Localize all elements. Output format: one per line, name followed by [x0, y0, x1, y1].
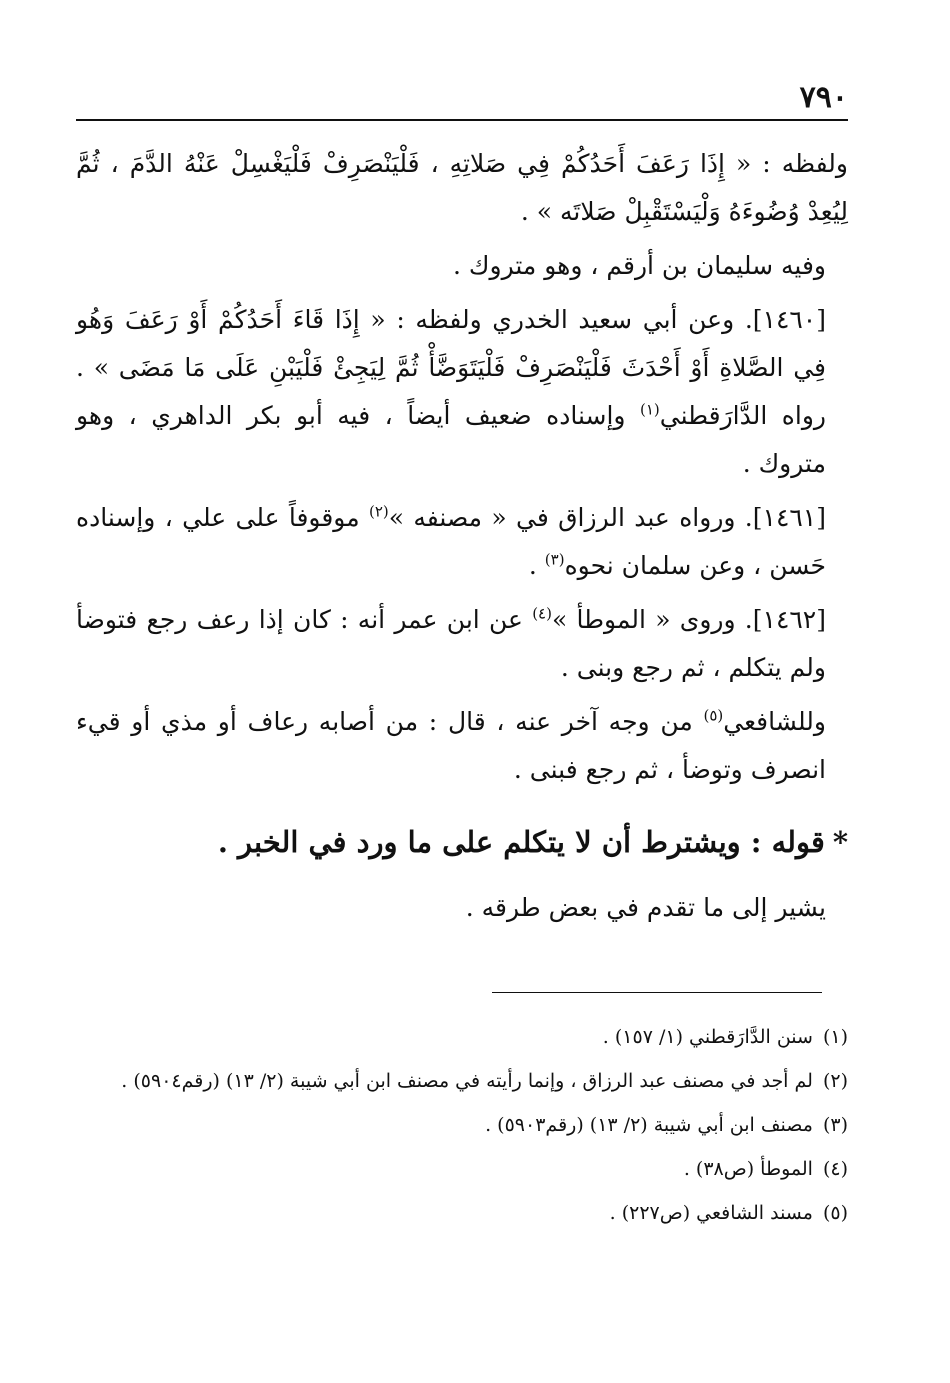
footnote-text: سنن الدَّارَقطني (١/ ١٥٧) . — [602, 1026, 813, 1048]
footnote-text: مسند الشافعي (ص٢٢٧) . — [609, 1202, 813, 1224]
paragraph-1461 — [76, 494, 848, 590]
footnote-4 — [76, 1150, 848, 1188]
commentary-note: يشير إلى ما تقدم في بعض طرقه . — [465, 893, 826, 922]
paragraph-1462 — [76, 596, 848, 692]
footnote-number: (٥) — [822, 1202, 848, 1224]
footnote-text: مصنف ابن أبي شيبة (٢/ ١٣) (رقم٥٩٠٣) . — [485, 1114, 813, 1136]
paragraph-lafzuhu — [76, 140, 848, 236]
footnote-number: (٣) — [822, 1114, 848, 1136]
footnote-ref-2[interactable]: (٢) — [368, 502, 389, 521]
footnotes — [76, 1018, 848, 1238]
footnote-rule — [492, 992, 822, 993]
paragraph-text: [١٤٦٢]. وروى « الموطأ » — [551, 605, 826, 634]
footnote-1 — [76, 1018, 848, 1056]
footnote-text: الموطأ (ص٣٨) . — [683, 1158, 813, 1180]
paragraph-text: . — [528, 551, 545, 580]
paragraph-1460 — [76, 296, 848, 488]
page-number: ٧٩٠ — [799, 80, 848, 115]
footnote-5 — [76, 1194, 848, 1232]
body-text — [76, 140, 848, 932]
paragraph-text: عن ابن عمر أنه : كان إذا رعف رجع فتوضأ ولم يتكلم ، ثم رجع وبنى . — [76, 605, 826, 682]
footnote-ref-3[interactable]: (٣) — [544, 550, 565, 569]
footnote-ref-4[interactable]: (٤) — [532, 604, 552, 623]
footnote-number: (٤) — [822, 1158, 848, 1180]
heading-text: قوله : ويشترط أن لا يتكلم على ما ورد في الخبر . — [217, 825, 825, 859]
paragraph-shafii — [76, 698, 848, 794]
paragraph-sulayman — [76, 242, 848, 290]
paragraph-text: من وجه آخر عنه ، قال : من أصابه رعاف أو مذي أو قيء انصرف وتوضأ ، ثم رجع فبنى . — [76, 707, 826, 784]
footnote-ref-5[interactable]: (٥) — [703, 706, 724, 725]
header-rule — [76, 119, 848, 121]
footnote-number: (٢) — [822, 1070, 848, 1092]
paragraph-text: ولفظه : « إِذَا رَعَفَ أَحَدُكُمْ فِي صَلاتِهِ ، فَلْيَنْصَرِفْ فَلْيَغْسِلْ عَنْهُ الدَّمَ ، ثُمَّ لِيُعِدْ وُضُوءَهُ وَلْيَسْتَقْبِلْ صَلاتَه » . — [76, 149, 848, 226]
paragraph-text: وفيه سليمان بن أرقم ، وهو متروك . — [453, 251, 826, 280]
paragraph-text: [١٤٦١]. ورواه عبد الرزاق في « مصنفه » — [388, 503, 826, 532]
footnote-2 — [76, 1062, 848, 1100]
section-heading — [76, 814, 848, 870]
footnote-3 — [76, 1106, 848, 1144]
paragraph-text: وإسناده ضعيف أيضاً ، فيه أبو بكر الداهري ، وهو متروك . — [76, 401, 826, 478]
paragraph-text: وللشافعي — [723, 707, 826, 736]
footnote-text: لم أجد في مصنف عبد الرزاق ، وإنما رأيته في مصنف ابن أبي شيبة (٢/ ١٣) (رقم٥٩٠٤) . — [121, 1070, 813, 1092]
star-marker: * — [832, 825, 848, 859]
footnote-ref-1[interactable]: (١) — [639, 400, 660, 419]
paragraph-text: [١٤٦٠]. وعن أبي سعيد الخدري ولفظه : « إِذَا قَاءَ أَحَدُكُمْ أَوْ رَعَفَ وَهُو فِي الصَّلاةِ أَوْ أَحْدَثَ فَلْيَنْصَرِفْ فَلْيَتَوَضَّأْ ثُمَّ لِيَجِئْ فَلْيَبْنِ عَلَى مَا مَضَى » . رواه الدَّارَقطني — [76, 305, 826, 430]
paragraph-text: موقوفاً على علي ، وإسناده حَسن ، وعن سلمان نحوه — [76, 503, 826, 580]
footnote-number: (١) — [822, 1026, 848, 1048]
book-page — [76, 0, 848, 1383]
